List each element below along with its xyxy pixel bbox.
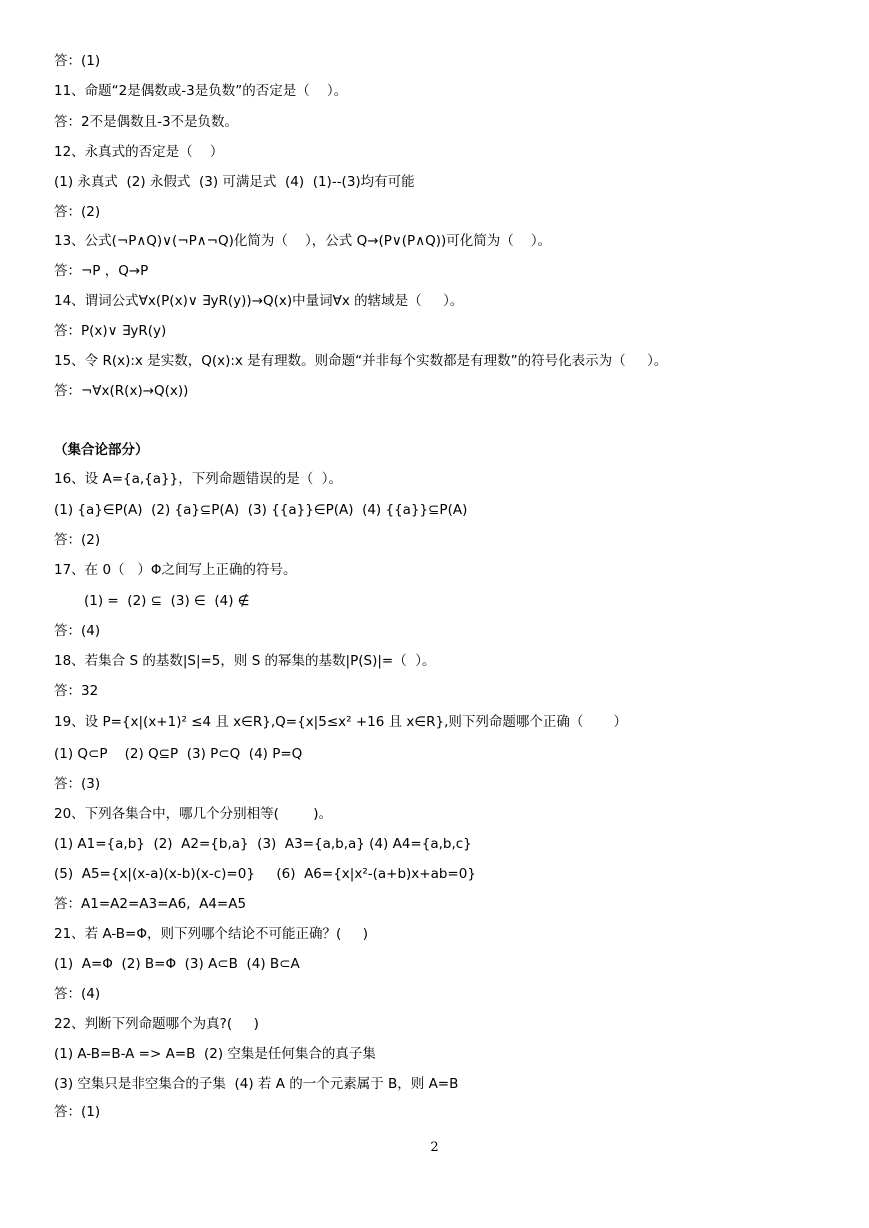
- question-11: 11、命题“2是偶数或-3是负数”的否定是（ ）。: [54, 83, 348, 99]
- answer-21: 答：(4): [54, 986, 101, 1002]
- answer-17: 答：(4): [54, 623, 101, 639]
- answer-22: 答：(1): [54, 1104, 101, 1120]
- options-20-a: (1) A1={a,b} (2) A2={b,a} (3) A3={a,b,a} (4) A4={a,b,c}: [54, 836, 472, 852]
- answer-11: 答：2不是偶数且-3不是负数。: [54, 114, 239, 130]
- options-22-b: (3) 空集只是非空集合的子集 (4) 若 A 的一个元素属于 B，则 A=B: [54, 1076, 459, 1092]
- question-21: 21、若 A-B=Φ，则下列哪个结论不可能正确？( ): [54, 926, 368, 942]
- answer-20: 答：A1=A2=A3=A6, A4=A5: [54, 896, 247, 912]
- question-18: 18、若集合 S 的基数|S|=5，则 S 的幂集的基数|P(S)|=（ ）。: [54, 653, 436, 669]
- options-22-a: (1) A-B=B-A => A=B (2) 空集是任何集合的真子集: [54, 1046, 376, 1062]
- question-15: 15、令 R(x):x 是实数，Q(x):x 是有理数。则命题“并非每个实数都是有理数”的符号化表示为（ ）。: [54, 353, 668, 369]
- page-number: 2: [430, 1140, 439, 1155]
- answer-12: 答：(2): [54, 204, 101, 220]
- options-12: (1) 永真式 (2) 永假式 (3) 可满足式 (4) (1)--(3)均有可能: [54, 174, 415, 190]
- question-14: 14、谓词公式∀x(P(x)∨ ∃yR(y))→Q(x)中量词∀x 的辖域是（ ）。: [54, 293, 464, 309]
- options-20-b: (5) A5={x|(x-a)(x-b)(x-c)=0} (6) A6={x|x²-(a+b)x+ab=0}: [54, 866, 476, 882]
- options-21: (1) A=Φ (2) B=Φ (3) A⊂B (4) B⊂A: [54, 956, 300, 972]
- question-19: 19、设 P={x|(x+1)² ≤4 且 x∈R},Q={x|5≤x² +16 且 x∈R},则下列命题哪个正确（ ）: [54, 714, 627, 730]
- answer-10: 答：(1): [54, 53, 101, 69]
- question-16: 16、设 A={a,{a}}，下列命题错误的是（ ）。: [54, 471, 343, 487]
- answer-16: 答：(2): [54, 532, 101, 548]
- question-20: 20、下列各集合中，哪几个分别相等( )。: [54, 806, 333, 822]
- answer-19: 答：(3): [54, 776, 101, 792]
- question-22: 22、判断下列命题哪个为真?( ): [54, 1016, 259, 1032]
- options-19: (1) Q⊂P (2) Q⊆P (3) P⊂Q (4) P=Q: [54, 746, 303, 762]
- answer-13: 答：¬P ，Q→P: [54, 263, 149, 279]
- options-16: (1) {a}∈P(A) (2) {a}⊆P(A) (3) {{a}}∈P(A) (4) {{a}}⊆P(A): [54, 502, 468, 518]
- answer-18: 答：32: [54, 683, 99, 699]
- section-heading: （集合论部分）: [54, 442, 149, 458]
- question-12: 12、永真式的否定是（ ）: [54, 144, 224, 160]
- options-17: (1) = (2) ⊆ (3) ∈ (4) ∉: [84, 593, 250, 609]
- question-13: 13、公式(¬P∧Q)∨(¬P∧¬Q)化简为（ ），公式 Q→(P∨(P∧Q))可化简为（ ）。: [54, 233, 552, 249]
- answer-14: 答：P(x)∨ ∃yR(y): [54, 323, 167, 339]
- question-17: 17、在 0（ ）Φ之间写上正确的符号。: [54, 562, 297, 578]
- answer-15: 答：¬∀x(R(x)→Q(x)): [54, 383, 189, 399]
